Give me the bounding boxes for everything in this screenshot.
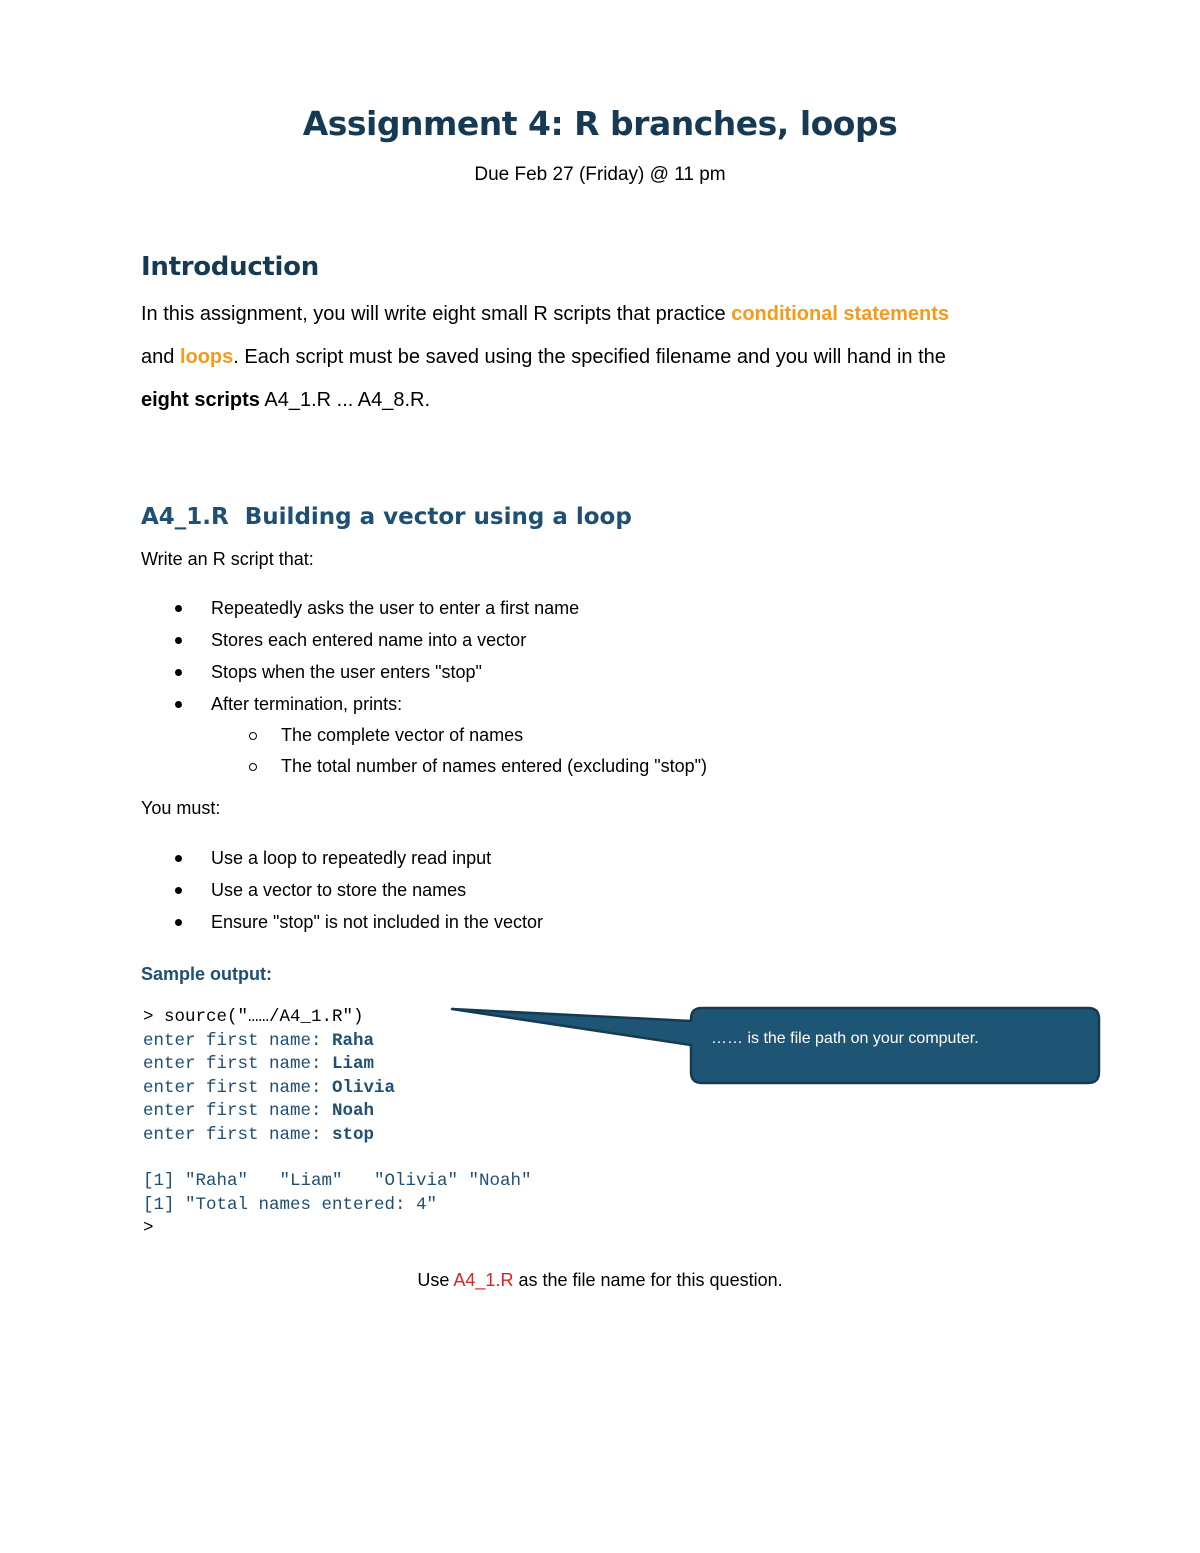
intro-text-1: In this assignment, you will write eight small R scripts that practice	[141, 303, 732, 325]
callout-text: …… is the file path on your computer.	[711, 1030, 979, 1047]
section-filename: A4_1.R	[141, 504, 229, 530]
footer-note: Use A4_1.R as the file name for this question.	[417, 1270, 783, 1290]
intro-text-2: and	[141, 346, 180, 368]
document-title: Assignment 4: R branches, loops	[302, 104, 898, 143]
list-item: Stores each entered name into a vector	[141, 624, 707, 656]
code-total-line: [1] "Total names entered: 4"	[143, 1194, 438, 1215]
must-intro: You must:	[141, 798, 221, 818]
list-item: Use a vector to store the names	[141, 874, 543, 906]
list-item: After termination, prints:	[141, 688, 707, 720]
code-source-line: > source("……/A4_1.R")	[143, 1007, 364, 1027]
highlight-conditional-statements: conditional statements	[731, 303, 950, 325]
list-item: Ensure "stop" is not included in the vector	[141, 906, 543, 938]
intro-text-4: A4_1.R ... A4_8.R.	[259, 389, 431, 411]
code-vector-line: [1] "Raha" "Liam" "Olivia" "Noah"	[143, 1171, 532, 1191]
highlight-loops: loops	[179, 346, 234, 368]
section-title: Building a vector using a loop	[244, 504, 632, 530]
sub-list-item: The complete vector of names	[141, 720, 707, 751]
sample-output-label: Sample output:	[141, 964, 272, 984]
sample-output-code: > source("……/A4_1.R") enter first name: Raha enter first name: Liam enter first name: Olivia enter first name: Noah enter first name: stop	[143, 1007, 396, 1145]
footer-filename: A4_1.R	[453, 1270, 514, 1290]
intro-text-3: . Each script must be saved using the specified filename and you will hand in the	[233, 346, 946, 368]
list-item: Repeatedly asks the user to enter a first name	[141, 592, 707, 624]
sub-list-item: The total number of names entered (excluding "stop")	[141, 751, 707, 782]
write-intro: Write an R script that:	[141, 549, 314, 569]
intro-bold-eight-scripts: eight scripts	[141, 389, 260, 411]
list-item: Use a loop to repeatedly read input	[141, 842, 543, 874]
code-end-prompt: >	[143, 1218, 154, 1238]
introduction-heading: Introduction	[141, 252, 319, 282]
list-item: Stops when the user enters "stop"	[141, 656, 707, 688]
due-date: Due Feb 27 (Friday) @ 11 pm	[474, 164, 726, 185]
